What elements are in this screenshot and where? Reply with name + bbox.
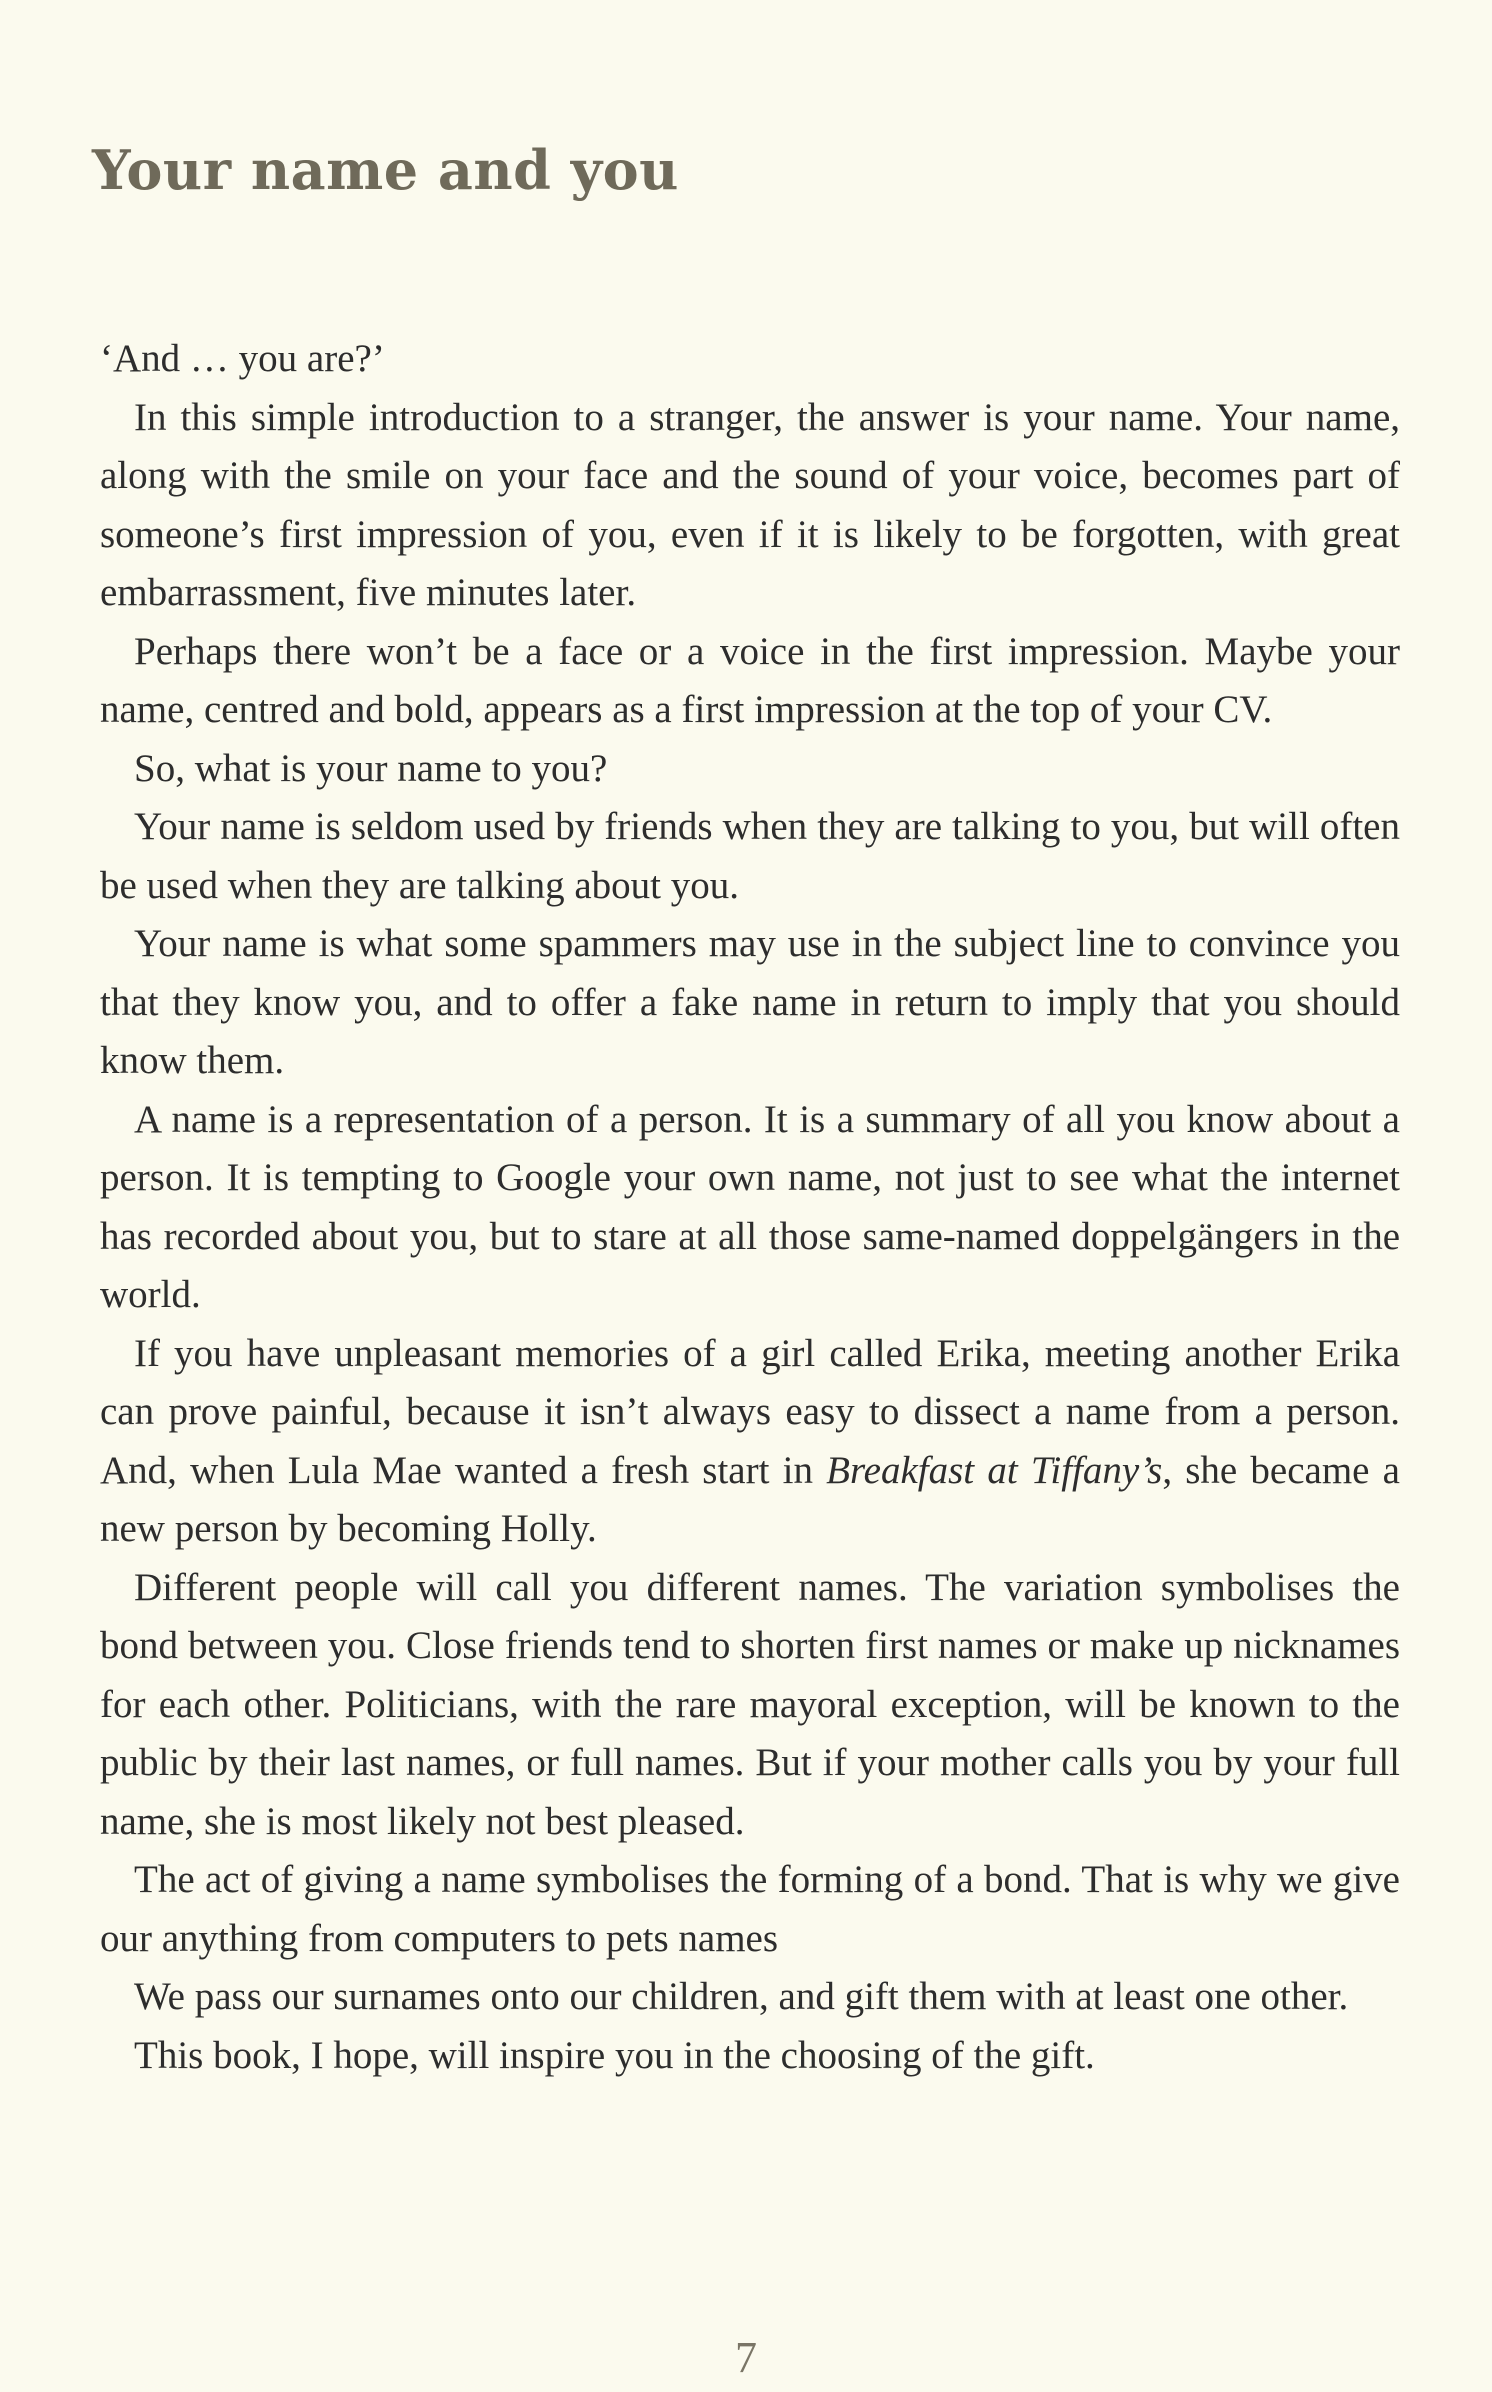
paragraph: ‘And … you are?’ <box>100 337 385 380</box>
page-number: 7 <box>735 2333 757 2382</box>
paragraph: Your name is seldom used by friends when they are talking to you, but will often be used when they are talking about you. <box>100 805 1400 907</box>
paragraph: This book, I hope, will inspire you in the choosing of the gift. <box>134 2033 1095 2077</box>
paragraph-text: , she became a new person by becoming Holly. <box>100 1448 1400 1550</box>
paragraph: The act of giving a name symbolises the forming of a bond. That is why we give our anything from computers to pets names <box>100 1858 1400 1960</box>
paragraph <box>100 1325 1400 1559</box>
paragraph: Different people will call you different names. The variation symbolises the bond between you. Close friends tend to shorten first names or make up nicknames for each other. Politicians, with the rare mayoral exception, will be known to the public by their last names, or full names. But if your mother calls you by your full name, she is most likely not best pleased. <box>100 1565 1400 1843</box>
chapter-body <box>100 330 1400 2085</box>
paragraph: In this simple introduction to a stranger, the answer is your name. Your name, along with the smile on your face and the sound of your voice, becomes part of someone’s first impression of you, even if it is likely to be forgotten, with great embarrassment, five minutes later. <box>100 395 1400 614</box>
paragraph-text: If you have unpleasant memories of a girl called Erika, meeting another Erika can prove painful, because it isn’t always easy to dissect a name from a person. And, when Lula Mae wanted a fresh start in <box>100 1331 1400 1492</box>
chapter-title: Your name and you <box>92 138 679 202</box>
paragraph: So, what is your name to you? <box>134 746 608 790</box>
book-title-italic: Breakfast at Tiffany’s <box>826 1448 1163 1492</box>
paragraph: Your name is what some spammers may use in the subject line to convince you that they know you, and to offer a fake name in return to imply that you should know them. <box>100 922 1400 1082</box>
paragraph: We pass our surnames onto our children, and gift them with at least one other. <box>134 1975 1349 2018</box>
paragraph: Perhaps there won’t be a face or a voice in the first impression. Maybe your name, centred and bold, appears as a first impression at the top of your CV. <box>100 629 1400 731</box>
paragraph: A name is a representation of a person. It is a summary of all you know about a person. It is tempting to Google your own name, not just to see what the internet has recorded about you, but to stare at all those same-named doppelgängers in the world. <box>100 1097 1400 1316</box>
